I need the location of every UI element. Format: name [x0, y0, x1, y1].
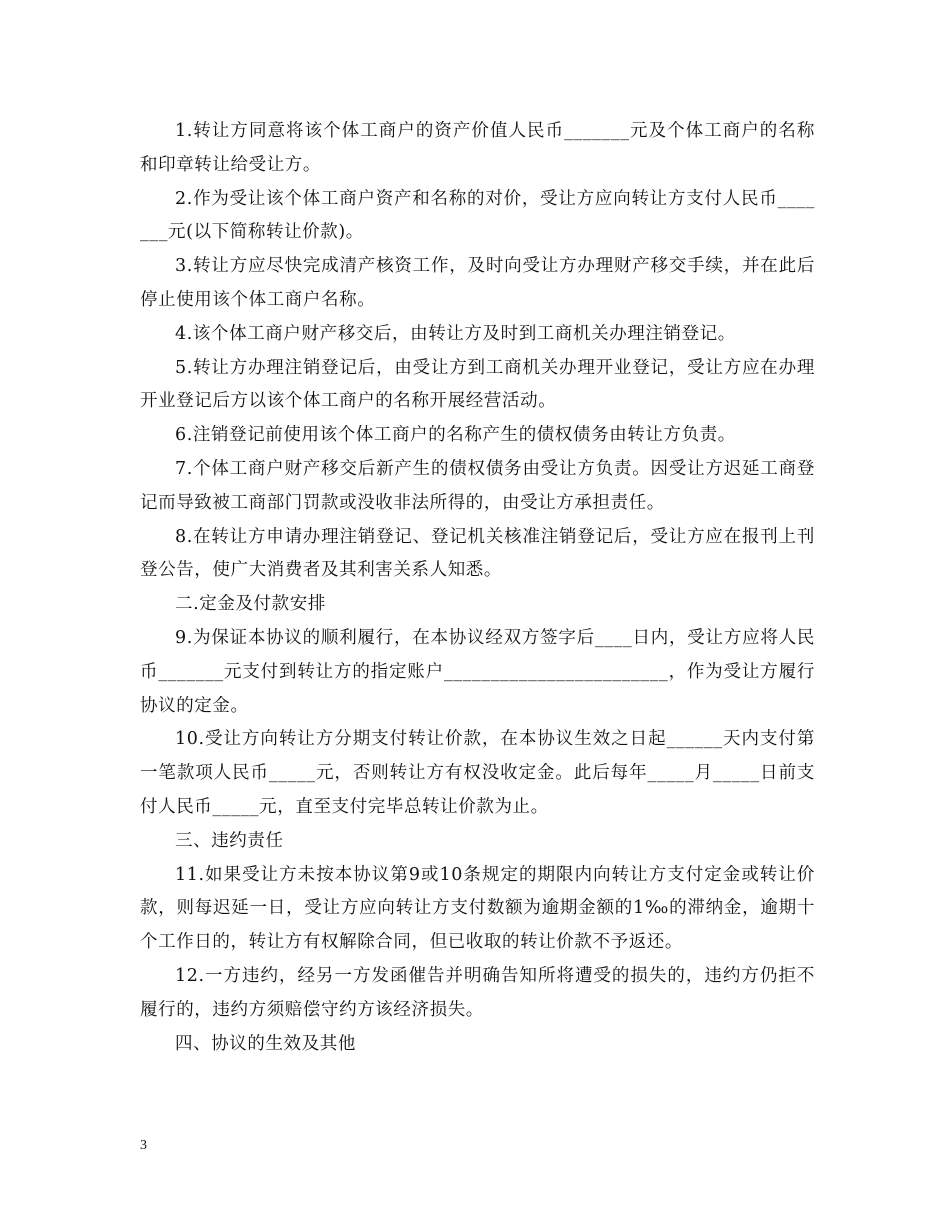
- paragraph-clause-1: 1.转让方同意将该个体工商户的资产价值人民币_______元及个体工商户的名称和印章转让给受让方。: [140, 121, 815, 175]
- paragraph-clause-11: 11.如果受让方未按本协议第9或10条规定的期限内向转让方支付定金或转让价款，则每迟延一日，受让方应向转让方支付数额为逾期金额的1‰的滞纳金，逾期十个工作日的，转让方有权解除合同，但已收取的转让价款不予返还。: [140, 864, 815, 953]
- paragraph-clause-4: 4.该个体工商户财产移交后，由转让方及时到工商机关办理注销登记。: [175, 323, 736, 344]
- paragraph-clause-12: 12.一方违约，经另一方发函催告并明确告知所将遭受的损失的，违约方仍拒不履行的，违约方须赔偿守约方该经济损失。: [140, 965, 815, 1020]
- paragraph-clause-5: 5.转让方办理注销登记后，由受让方到工商机关办理开业登记，受让方应在办理开业登记后方以该个体工商户的名称开展经营活动。: [140, 357, 815, 412]
- paragraph-clause-7: 7.个体工商户财产移交后新产生的债权债务由受让方负责。因受让方迟延工商登记而导致被工商部门罚款或没收非法所得的，由受让方承担责任。: [140, 458, 815, 513]
- paragraph-clause-3: 3.转让方应尽快完成清产核资工作，及时向受让方办理财产移交手续，并在此后停止使用该个体工商户名称。: [140, 256, 815, 310]
- paragraph-clause-8: 8.在转让方申请办理注销登记、登记机关核准注销登记后，受让方应在报刊上刊登公告，使广大消费者及其利害关系人知悉。: [140, 526, 815, 581]
- paragraph-clause-6: 6.注销登记前使用该个体工商户的名称产生的债权债务由转让方负责。: [175, 425, 736, 446]
- paragraph-clause-2: 2.作为受让该个体工商户资产和名称的对价，受让方应向转让方支付人民币_______元(以下简称转让价款)。: [140, 188, 815, 243]
- paragraph-clause-10: 10.受让方向转让方分期支付转让价款，在本协议生效之日起______天内支付第一笔款项人民币_____元，否则转让方有权没收定金。此后每年_____月_____日前支付人民币_____元，直至支付完毕总转让价款为止。: [140, 729, 815, 817]
- document-body: [140, 115, 815, 1061]
- section-heading-deposit-payment: 二.定金及付款安排: [175, 594, 326, 615]
- page-number: 3: [140, 1138, 147, 1153]
- section-heading-effectiveness-other: 四、协议的生效及其他: [175, 1033, 356, 1054]
- paragraph-clause-9: 9.为保证本协议的顺利履行，在本协议经双方签字后____日内，受让方应将人民币_______元支付到转让方的指定账户________________________，作为受让方履行协议的定金。: [140, 627, 815, 716]
- section-heading-breach-liability: 三、违约责任: [175, 830, 284, 851]
